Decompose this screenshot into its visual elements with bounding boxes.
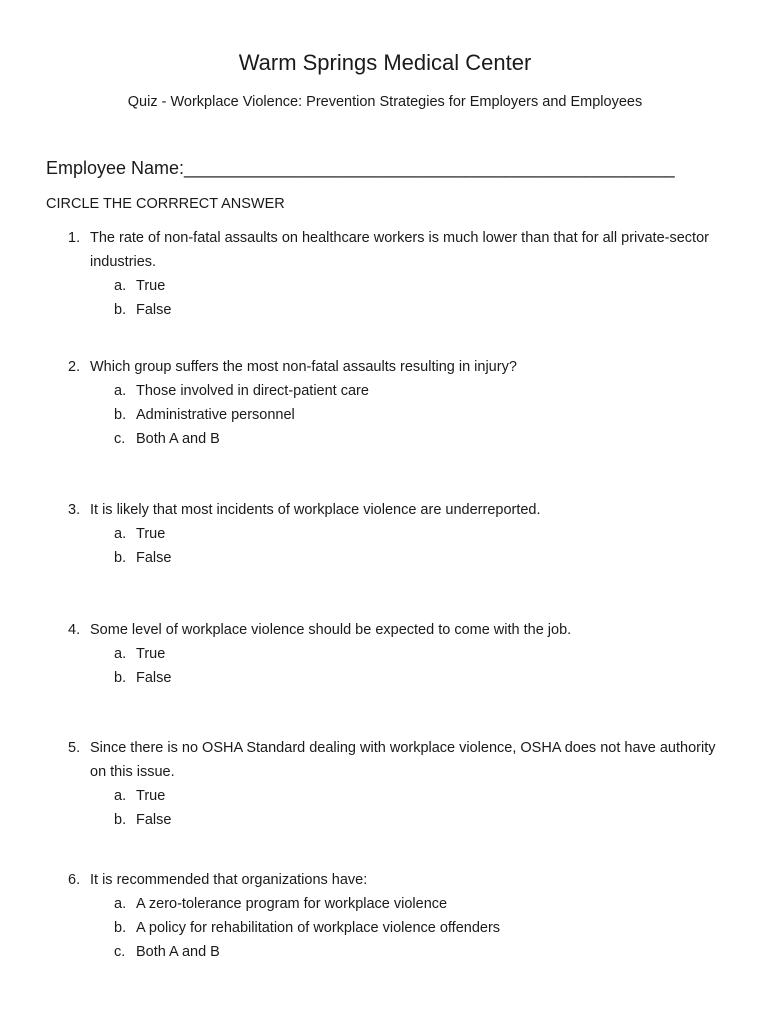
answer-option-c[interactable]	[114, 427, 728, 451]
option-letter: a.	[114, 646, 127, 662]
question-5	[68, 736, 728, 832]
answer-option-a[interactable]	[114, 892, 728, 916]
option-letter: b.	[114, 302, 127, 318]
option-text: True	[136, 646, 166, 662]
answer-option-b[interactable]	[114, 403, 728, 427]
option-text: A zero-tolerance program for workplace violence	[136, 896, 448, 912]
option-letter: a.	[114, 788, 127, 804]
option-text: False	[136, 670, 172, 686]
question-1	[68, 226, 728, 322]
question-number: 3.	[68, 502, 81, 518]
option-text: Administrative personnel	[136, 407, 295, 423]
answer-option-a[interactable]	[114, 784, 728, 808]
instruction-text: CIRCLE THE CORRRECT ANSWER	[46, 196, 285, 212]
question-number: 5.	[68, 740, 81, 756]
option-letter: a.	[114, 526, 127, 542]
option-letter: c.	[114, 431, 126, 447]
option-letter: a.	[114, 383, 127, 399]
answer-option-b[interactable]	[114, 916, 728, 940]
document-title: Warm Springs Medical Center	[238, 50, 532, 75]
employee-name-field[interactable]: Employee Name:_________________________________________________	[46, 158, 675, 178]
question-text: Some level of workplace violence should be expected to come with the job.	[90, 622, 572, 638]
answer-option-a[interactable]	[114, 642, 728, 666]
option-letter: c.	[114, 944, 126, 960]
question-text: It is likely that most incidents of workplace violence are underreported.	[90, 502, 541, 518]
option-letter: b.	[114, 407, 127, 423]
question-text: It is recommended that organizations have:	[90, 872, 368, 888]
document-subtitle: Quiz - Workplace Violence: Prevention Strategies for Employers and Employees	[127, 94, 643, 110]
option-letter: a.	[114, 278, 127, 294]
option-letter: b.	[114, 670, 127, 686]
answer-option-a[interactable]	[114, 274, 728, 298]
option-text: False	[136, 550, 172, 566]
answer-option-a[interactable]	[114, 379, 728, 403]
option-text: Both A and B	[136, 431, 220, 447]
option-text: False	[136, 812, 172, 828]
question-number: 4.	[68, 622, 81, 638]
question-4	[68, 618, 728, 690]
option-letter: b.	[114, 550, 127, 566]
option-letter: b.	[114, 812, 127, 828]
question-6	[68, 868, 728, 964]
question-2	[68, 355, 728, 451]
option-text: A policy for rehabilitation of workplace violence offenders	[136, 920, 501, 936]
option-text: Those involved in direct-patient care	[136, 383, 369, 399]
option-text: True	[136, 278, 166, 294]
option-letter: b.	[114, 920, 127, 936]
question-number: 6.	[68, 872, 81, 888]
answer-option-b[interactable]	[114, 666, 728, 690]
question-3	[68, 498, 728, 570]
question-number: 2.	[68, 359, 81, 375]
option-text: Both A and B	[136, 944, 220, 960]
question-number: 1.	[68, 230, 81, 246]
answer-option-b[interactable]	[114, 546, 728, 570]
option-text: True	[136, 526, 166, 542]
answer-option-c[interactable]	[114, 940, 728, 964]
answer-option-b[interactable]	[114, 298, 728, 322]
answer-option-b[interactable]	[114, 808, 728, 832]
option-letter: a.	[114, 896, 127, 912]
question-text: Since there is no OSHA Standard dealing with workplace violence, OSHA does not have authority on this issue.	[90, 740, 716, 780]
option-text: True	[136, 788, 166, 804]
question-text: The rate of non-fatal assaults on healthcare workers is much lower than that for all private-sector industries.	[90, 230, 709, 270]
answer-option-a[interactable]	[114, 522, 728, 546]
question-text: Which group suffers the most non-fatal assaults resulting in injury?	[90, 359, 517, 375]
option-text: False	[136, 302, 172, 318]
